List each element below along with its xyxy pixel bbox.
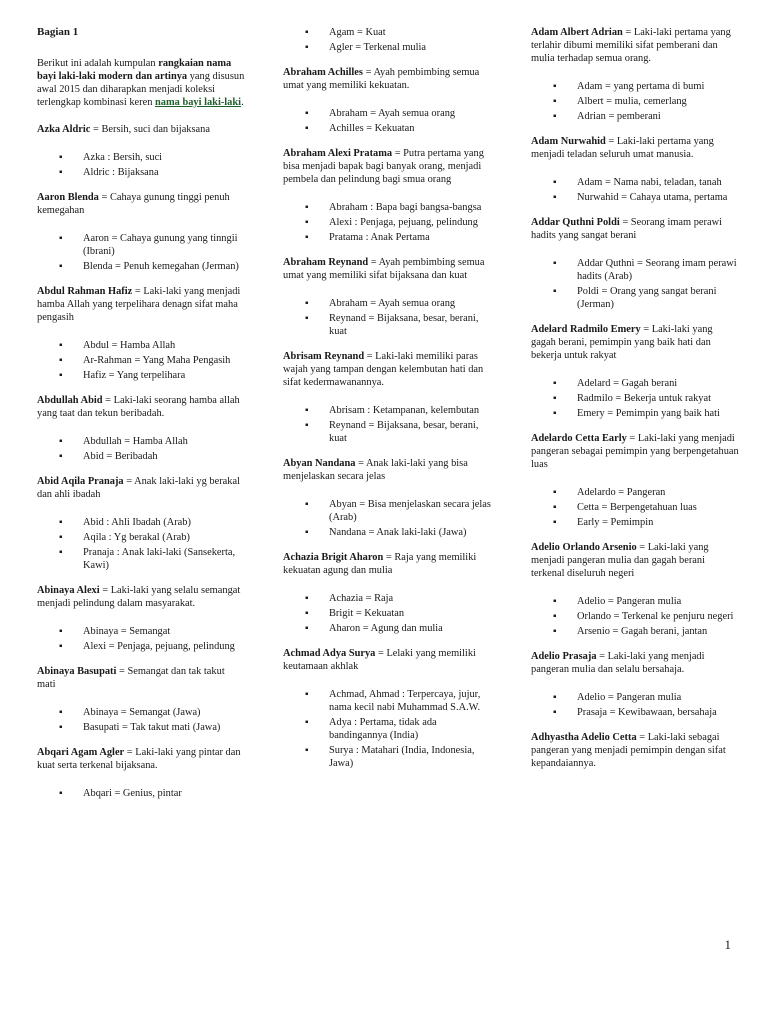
name-entry [283, 457, 491, 539]
name-entry [531, 26, 739, 123]
meaning-item: ▪ Azka : Bersih, suci [37, 151, 245, 164]
meaning-list [37, 151, 245, 179]
meaning-item: ▪ Prasaja = Kewibawaan, bersahaja [531, 706, 739, 719]
entry-name: Adelio Orlando Arsenio [531, 542, 637, 553]
intro-paragraph [37, 57, 245, 109]
meaning-item: ▪ Blenda = Penuh kemegahan (Jerman) [37, 260, 245, 273]
meaning-list [531, 691, 739, 719]
entry-name: Abraham Alexi Pratama [283, 148, 393, 159]
name-entry [283, 147, 491, 244]
meaning-list [283, 107, 491, 135]
meaning-list [37, 787, 245, 800]
meaning-list [37, 516, 245, 572]
meaning-item: ▪ Arsenio = Gagah berani, jantan [531, 625, 739, 638]
meaning-list [37, 339, 245, 382]
meaning-item: ▪ Abinaya = Semangat (Jawa) [37, 706, 245, 719]
meaning-item: ▪ Early = Pemimpin [531, 516, 739, 529]
entry-heading [283, 350, 491, 389]
entry-name: Abdullah Abid [37, 395, 103, 406]
meaning-item: ▪ Achmad, Ahmad : Terpercaya, jujur, nama kecil nabi Muhammad S.A.W. [283, 688, 491, 714]
entry-description: = Putra pertama yang bisa menjadi bapak bagi banyak orang, menjadi pembela dan pelindung bagi smua orang [283, 148, 484, 185]
meaning-item: ▪ Reynand = Bijaksana, besar, berani, kuat [283, 312, 491, 338]
entry-heading [37, 746, 245, 772]
entry-name: Addar Quthni Poldi [531, 217, 620, 228]
entry-name: Abrisam Reynand [283, 351, 365, 362]
section-title: Bagian 1 [37, 26, 79, 38]
entry-description: = Laki-laki yang menjadi pangeran mulia dan gagah berani terkenal diseluruh negeri [531, 542, 709, 579]
meaning-item: ▪ Abid = Beribadah [37, 450, 245, 463]
entry-name: Adhyastha Adelio Cetta [531, 732, 637, 743]
name-entry [283, 26, 491, 54]
entry-description: = Laki-laki yang menjadi pangeran mulia dan selalu bersahaja. [531, 651, 705, 675]
meaning-list [283, 404, 491, 445]
meaning-item: ▪ Aaron = Cahaya gunung yang tinngii (Ibrani) [37, 232, 245, 258]
meaning-list [283, 297, 491, 338]
meaning-item: ▪ Adelio = Pangeran mulia [531, 691, 739, 704]
entry-name: Abdul Rahman Hafiz [37, 286, 133, 297]
intro-bold-text: rangkaian nama bayi laki-laki modern dan artinya [37, 58, 232, 82]
name-entry [531, 432, 739, 529]
meaning-item: ▪ Abinaya = Semangat [37, 625, 245, 638]
meaning-item: ▪ Addar Quthni = Seorang imam perawi hadits (Arab) [531, 257, 739, 283]
entry-name: Adam Nurwahid [531, 136, 606, 147]
meaning-item: ▪ Abraham : Bapa bagi bangsa-bangsa [283, 201, 491, 214]
meaning-item: ▪ Aldric : Bijaksana [37, 166, 245, 179]
meaning-item: ▪ Alexi = Penjaga, pejuang, pelindung [37, 640, 245, 653]
entry-name: Abraham Achilles [283, 67, 363, 78]
meaning-item: ▪ Abrisam : Ketampanan, kelembutan [283, 404, 491, 417]
meaning-item: ▪ Pranaja : Anak laki-laki (Sansekerta, Kawi) [37, 546, 245, 572]
name-entry [37, 191, 245, 273]
meaning-item: ▪ Radmilo = Bekerja untuk rakyat [531, 392, 739, 405]
entry-heading [531, 26, 739, 65]
name-entry [37, 665, 245, 734]
entry-name: Achazia Brigit Aharon [283, 552, 384, 563]
entry-heading [283, 457, 491, 483]
entry-heading [283, 551, 491, 577]
meaning-item: ▪ Ar-Rahman = Yang Maha Pengasih [37, 354, 245, 367]
entry-description: = Seorang imam perawi hadits yang sangat berani [531, 217, 722, 241]
entry-description: = Laki-laki yang gagah berani, pemimpin yang baik hati dan bekerja untuk rakyat [531, 324, 713, 361]
entry-heading [531, 323, 739, 362]
entry-name: Adelardo Cetta Early [531, 433, 627, 444]
meaning-item: ▪ Adam = Nama nabi, teladan, tanah [531, 176, 739, 189]
meaning-item: ▪ Poldi = Orang yang sangat berani (Jerman) [531, 285, 739, 311]
meaning-list [37, 625, 245, 653]
name-entry [37, 475, 245, 572]
intro-text-middle: yang disusun awal 2015 dan diharapkan menjadi koleksi terlengkap kombinasi keren [37, 71, 245, 108]
entry-description: = Laki-laki yang pintar dan kuat serta terkenal bijaksana. [37, 747, 241, 771]
meaning-item: ▪ Adelard = Gagah berani [531, 377, 739, 390]
meaning-item: ▪ Basupati = Tak takut mati (Jawa) [37, 721, 245, 734]
meaning-item: ▪ Surya : Matahari (India, Indonesia, Jawa) [283, 744, 491, 770]
meaning-item: ▪ Abraham = Ayah semua orang [283, 107, 491, 120]
intro-text-before: Berikut ini adalah kumpulan [37, 58, 159, 69]
meaning-list [283, 688, 491, 770]
entry-name: Adelard Radmilo Emery [531, 324, 641, 335]
meaning-item: ▪ Adelio = Pangeran mulia [531, 595, 739, 608]
entry-description: = Lelaki yang memiliki keutamaan akhlak [283, 648, 476, 672]
entry-heading [283, 66, 491, 92]
meaning-item: ▪ Nandana = Anak laki-laki (Jawa) [283, 526, 491, 539]
entry-name: Abid Aqila Pranaja [37, 476, 124, 487]
name-entry [283, 551, 491, 635]
entry-name: Achmad Adya Surya [283, 648, 376, 659]
entry-description: = Laki-laki yang menjadi hamba Allah yang terpelihara denagn sifat maha pengasih [37, 286, 241, 323]
entry-heading [531, 432, 739, 471]
entry-description: = Laki-laki seorang hamba allah yang taat dan tekun beribadah. [37, 395, 240, 419]
entry-description: = Semangat dan tak takut mati [37, 666, 225, 690]
entry-heading [283, 647, 491, 673]
meaning-item: ▪ Abqari = Genius, pintar [37, 787, 245, 800]
column-1 [37, 26, 245, 812]
meaning-item: ▪ Adam = yang pertama di bumi [531, 80, 739, 93]
meaning-item: ▪ Agler = Terkenal mulia [283, 41, 491, 54]
name-entry [37, 123, 245, 179]
entry-heading [37, 475, 245, 501]
meaning-item: ▪ Emery = Pemimpin yang baik hati [531, 407, 739, 420]
entry-name: Adam Albert Adrian [531, 27, 623, 38]
meaning-item: ▪ Adya : Pertama, tidak ada bandingannya (India) [283, 716, 491, 742]
name-entry [283, 256, 491, 338]
meaning-item: ▪ Abraham = Ayah semua orang [283, 297, 491, 310]
name-entry [37, 285, 245, 382]
entry-description: = Ayah pembimbing semua umat yang memiliki kekuatan. [283, 67, 480, 91]
entry-heading [531, 731, 739, 770]
name-entry [37, 584, 245, 653]
nama-bayi-link[interactable]: nama bayi laki-laki [155, 97, 242, 108]
entry-heading [37, 285, 245, 324]
entry-heading [283, 256, 491, 282]
intro-text-end: . [241, 97, 244, 108]
name-entry [283, 350, 491, 445]
meaning-list [283, 26, 491, 54]
entry-name: Abraham Reynand [283, 257, 369, 268]
entry-heading [531, 541, 739, 580]
name-entry [283, 647, 491, 770]
entry-name: Azka Aldric [37, 124, 91, 135]
entry-heading [283, 147, 491, 186]
meaning-item: ▪ Aharon = Agung dan mulia [283, 622, 491, 635]
meaning-item: ▪ Cetta = Berpengetahuan luas [531, 501, 739, 514]
meaning-item: ▪ Abid : Ahli Ibadah (Arab) [37, 516, 245, 529]
meaning-item: ▪ Orlando = Terkenal ke penjuru negeri [531, 610, 739, 623]
meaning-item: ▪ Nurwahid = Cahaya utama, pertama [531, 191, 739, 204]
entry-heading [531, 216, 739, 242]
meaning-list [531, 486, 739, 529]
name-entry [283, 66, 491, 135]
entry-description: = Laki-laki pertama yang terlahir dibumi memiliki sifat pemberani dan mulia terhadap semua orang. [531, 27, 731, 64]
entry-name: Abyan Nandana [283, 458, 356, 469]
entry-description: = Laki-laki memiliki paras wajah yang tampan dengan kelembutan hati dan sifat kedermawanannya. [283, 351, 484, 388]
name-entry [531, 650, 739, 719]
entry-description: = Anak laki-laki yg berakal dan ahli ibadah [37, 476, 240, 500]
entry-heading [37, 584, 245, 610]
entry-name: Abqari Agam Agler [37, 747, 125, 758]
entries-list [283, 26, 491, 770]
meaning-item: ▪ Albert = mulia, cemerlang [531, 95, 739, 108]
entry-heading [37, 665, 245, 691]
meaning-item: ▪ Agam = Kuat [283, 26, 491, 39]
meaning-list [531, 257, 739, 311]
meaning-item: ▪ Brigit = Kekuatan [283, 607, 491, 620]
meaning-item: ▪ Achazia = Raja [283, 592, 491, 605]
meaning-list [531, 80, 739, 123]
entry-description: = Anak laki-laki yang bisa menjelaskan secara jelas [283, 458, 468, 482]
meaning-list [531, 176, 739, 204]
meaning-item: ▪ Abdul = Hamba Allah [37, 339, 245, 352]
entry-heading [37, 191, 245, 217]
entry-name: Abinaya Alexi [37, 585, 100, 596]
meaning-list [283, 498, 491, 539]
meaning-item: ▪ Alexi : Penjaga, pejuang, pelindung [283, 216, 491, 229]
entries-list [531, 26, 739, 770]
entry-description: = Bersih, suci dan bijaksana [90, 124, 210, 135]
meaning-list [37, 232, 245, 273]
column-2 [283, 26, 491, 782]
entry-description: = Raja yang memiliki kekuatan agung dan mulia [283, 552, 477, 576]
name-entry [531, 541, 739, 638]
meaning-list [37, 706, 245, 734]
meaning-item: ▪ Abdullah = Hamba Allah [37, 435, 245, 448]
meaning-item: ▪ Reynand = Bijaksana, besar, berani, kuat [283, 419, 491, 445]
meaning-list [531, 595, 739, 638]
entry-description: = Laki-laki sebagai pangeran yang menjadi pemimpin dengan sifat kepandaiannya. [531, 732, 726, 769]
entry-description: = Laki-laki yang menjadi pangeran sebagai pemimpin yang berpengetahuan luas [531, 433, 739, 470]
entry-name: Abinaya Basupati [37, 666, 117, 677]
name-entry [531, 731, 739, 770]
entry-description: = Ayah pembimbing semua umat yang memiliki sifat bijaksana dan kuat [283, 257, 485, 281]
name-entry [531, 135, 739, 204]
name-entry [37, 394, 245, 463]
entries-list [37, 123, 245, 800]
meaning-list [283, 201, 491, 244]
name-entry [37, 746, 245, 800]
entry-heading [531, 650, 739, 676]
meaning-item: ▪ Hafiz = Yang terpelihara [37, 369, 245, 382]
entry-heading [37, 123, 245, 136]
page-number: 1 [724, 937, 731, 952]
meaning-list [531, 377, 739, 420]
entry-heading [531, 135, 739, 161]
entry-description: = Cahaya gunung tinggi penuh kemegahan [37, 192, 230, 216]
meaning-item: ▪ Abyan = Bisa menjelaskan secara jelas (Arab) [283, 498, 491, 524]
meaning-list [283, 592, 491, 635]
meaning-list [37, 435, 245, 463]
entry-name: Aaron Blenda [37, 192, 99, 203]
meaning-item: ▪ Pratama : Anak Pertama [283, 231, 491, 244]
meaning-item: ▪ Achilles = Kekuatan [283, 122, 491, 135]
entry-description: = Laki-laki pertama yang menjadi teladan seluruh umat manusia. [531, 136, 714, 160]
name-entry [531, 216, 739, 311]
column-3 [531, 26, 739, 785]
meaning-item: ▪ Adrian = pemberani [531, 110, 739, 123]
name-entry [531, 323, 739, 420]
meaning-item: ▪ Aqila : Yg berakal (Arab) [37, 531, 245, 544]
entry-heading [37, 394, 245, 420]
meaning-item: ▪ Adelardo = Pangeran [531, 486, 739, 499]
entry-description: = Laki-laki yang selalu semangat menjadi pelindung dalam masyarakat. [37, 585, 241, 609]
entry-name: Adelio Prasaja [531, 651, 597, 662]
